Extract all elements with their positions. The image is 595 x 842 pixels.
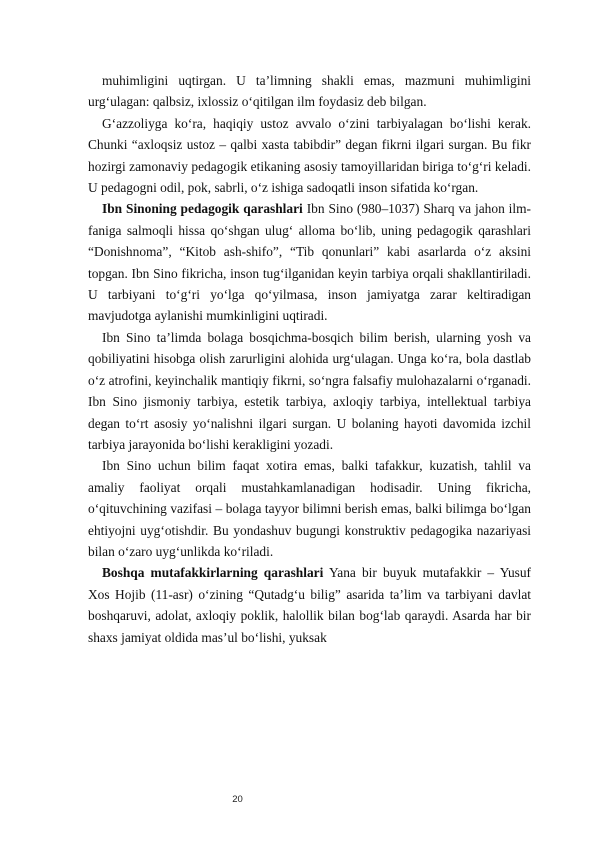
body-text [88,70,531,648]
paragraph-5-text: Ibn Sino uchun bilim faqat xotira emas, balki tafakkur, kuzatish, tahlil va amaliy faoliyat orqali mustahkamlanadigan hodisadir. Uning fikricha, o‘qituvchining vazifasi – bolaga tayyor bilimni berish emas, balki bilimga bo‘lgan ehtiyojni uyg‘otishdir. Bu yondashuv bugungi konstruktiv pedagogika nazariyasi bilan o‘zaro uyg‘unlikda ko‘riladi. [88,458,531,559]
paragraph-3 [88,198,531,326]
paragraph-4-text: Ibn Sino ta’limda bolaga bosqichma-bosqich bilim berish, ularning yosh va qobiliyatini hisobga olish zarurligini alohida urg‘ulagan. Unga ko‘ra, bola dastlab o‘z atrofini, keyinchalik mantiqiy fikrni, so‘ngra falsafiy mulohazalarni o‘rganadi. Ibn Sino jismoniy tarbiya, estetik tarbiya, axloqiy tarbiya, intellektual tarbiya degan to‘rt asosiy yo‘nalishni ilgari surgan. U bolaning hayoti davomida izchil tarbiya jarayonida bo‘lishi kerakligini yozadi. [88,329,531,452]
paragraph-6-heading: Boshqa mutafakkirlarning qarashlari [102,565,324,581]
paragraph-6 [88,562,531,648]
paragraph-2 [88,113,531,199]
paragraph-6-text: Yana bir buyuk mutafakkir – Yusuf Xos Hojib (11-asr) o‘zining “Qutadg‘u bilig” asarida ta’lim va tarbiyani davlat boshqaruvi, adolat, axloqiy poklik, halollik bilan bog‘lab qaraydi. Asarda har bir shaxs jamiyat oldida mas’ul bo‘lishi, yuksak [88,565,531,645]
paragraph-1-text: muhimligini uqtirgan. U ta’limning shakli emas, mazmuni muhimligini urg‘ulagan: qalbsiz, ixlossiz o‘qitilgan ilm foydasiz deb bilgan. [88,73,531,110]
paragraph-3-heading: Ibn Sinoning pedagogik qarashlari [102,201,303,217]
paragraph-2-text: G‘azzoliyga ko‘ra, haqiqiy ustoz avvalo o‘zini tarbiyalagan bo‘lishi kerak. Chunki “axloqsiz ustoz – qalbi xasta tabibdir” degan fikrni ilgari surgan. Bu fikr hozirgi zamonaviy pedagogik etikaning asosiy tamoyillaridan biriga to‘g‘ri keladi. U pedagogni odil, pok, sabrli, o‘z ishiga sadoqatli inson sifatida ko‘rgan. [88,115,531,196]
paragraph-5 [88,455,531,562]
page-number: 20 [232,794,243,805]
paragraph-1 [88,70,531,113]
paragraph-3-text: Ibn Sino (980–1037) Sharq va jahon ilm-faniga salmoqli hissa qo‘shgan ulug‘ alloma bo‘lib, uning pedagogik qarashlari “Donishnoma”, “Kitob ash-shifo”, “Tib qonunlari” kabi asarlarda o‘z aksini topgan. Ibn Sino fikricha, inson tug‘ilganidan keyin tarbiya orqali shakllantiriladi. U tarbiyani to‘g‘ri yo‘lga qo‘yilmasa, inson jamiyatga zarar keltiradigan mavjudotga aylanishi mumkinligini uqtiradi. [88,201,531,324]
paragraph-4 [88,327,531,455]
